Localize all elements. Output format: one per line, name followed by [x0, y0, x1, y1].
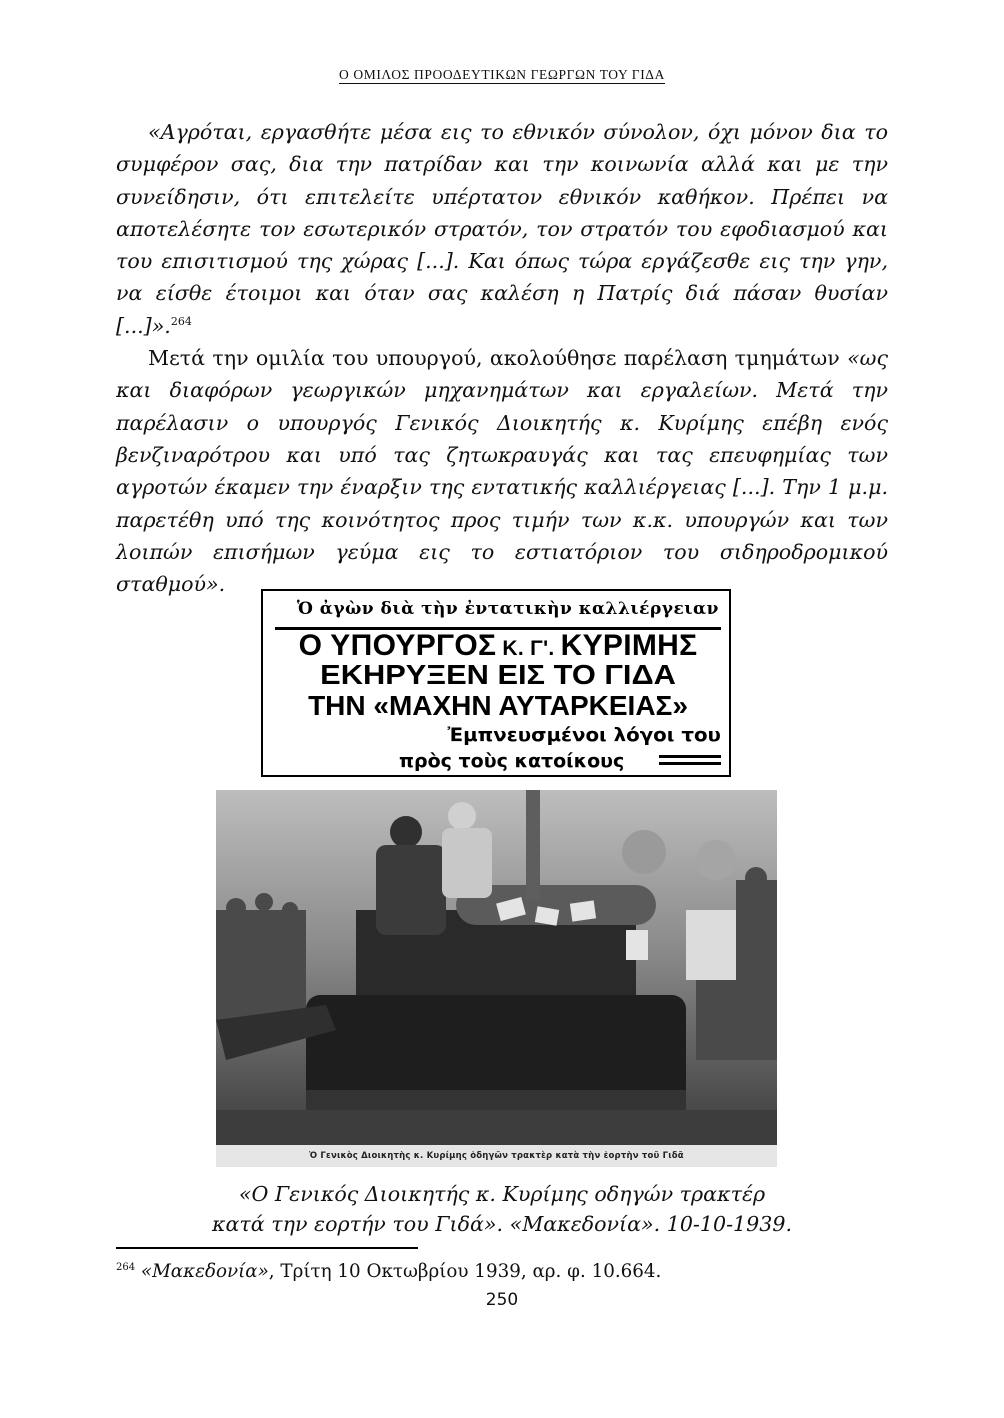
quote-paragraph [116, 116, 888, 342]
quote-text: «Αγρόται, εργασθήτε μέσα εις το εθνικόν σύνολον, όχι μόνον δια το συμφέρον σας, δια την πατρίδαν και την κοινωνία αλλά και με την συνείδησιν, ότι επιτελείτε υπέρτατον εθνικόν καθήκον. Πρέπει να αποτελέσητε τον εσωτερικόν στρατόν, τον στρατόν του εφοδιασμού και του επισιτισμού της χώρας [...]. Και όπως τώρα εργάζεσθε εις την γην, να είσθε έτοιμοι και όταν σας καλέση η Πατρίς διά πάσαν θυσίαν [...]». [116, 120, 888, 338]
clipping-headline-line3: ΤΗΝ «ΜΑΧΗΝ ΑΥΤΑΡΚΕΙΑΣ» [308, 690, 688, 721]
footnote-ref: 264 [170, 314, 192, 328]
archival-photo-tractor [216, 790, 777, 1167]
clipping-dash [659, 755, 721, 758]
narrative-paragraph [116, 342, 888, 600]
footnote-source: «Μακεδονία» [140, 1261, 269, 1282]
figure-caption-line2: κατά την εορτήν του Γιδά». «Μακεδονία». 10-10-1939. [211, 1212, 793, 1236]
footnote-text: , Τρίτη 10 Οκτωβρίου 1939, αρ. φ. 10.664. [268, 1261, 662, 1282]
photo-inline-caption: Ὁ Γενικὸς Διοικητὴς κ. Κυρίμης ὁδηγῶν τρακτὲρ κατὰ τὴν ἑορτὴν τοῦ Γιδᾶ [216, 1145, 777, 1167]
running-header [0, 64, 1004, 83]
headline-minister: Ο ΥΠΟΥΡΓΟΣ [298, 629, 497, 662]
newspaper-headline-clipping [261, 589, 731, 777]
running-title: Ο ΟΜΙΛΟΣ ΠΡΟΟΔΕΥΤΙΚΩΝ ΓΕΩΡΓΩΝ ΤΟΥ ΓΙΔΑ [339, 67, 665, 82]
footnote-separator [116, 1247, 418, 1249]
clipping-headline-line2: ΕΚΗΡΥΞΕΝ ΕΙΣ ΤΟ ΓΙΔΑ [320, 659, 676, 690]
narrative-text: Μετά την ομιλία του υπουργού, ακολούθησε παρέλαση τμημάτων [148, 346, 848, 371]
clipping-dash [659, 762, 721, 765]
figure-caption [116, 1179, 888, 1239]
main-text [116, 116, 888, 600]
headline-name: ΚΥΡΙΜΗΣ [560, 629, 698, 662]
photo-illustration [216, 790, 777, 1145]
clipping-subhead1: Ἐμπνευσμένοι λόγοι του [447, 724, 721, 746]
clipping-subhead2: πρὸς τοὺς κατοίκους [399, 750, 625, 772]
headline-initial: Κ. Γ'. [496, 637, 561, 660]
page-number: 250 [485, 1290, 519, 1310]
footnote-number: 264 [116, 1262, 136, 1273]
figure-caption-line1: «Ο Γενικός Διοικητής κ. Κυρίμης οδηγών τρακτέρ [238, 1182, 766, 1206]
footnote [116, 1261, 661, 1282]
clipping-headline-line1 [263, 629, 731, 663]
clipping-kicker: Ὁ ἀγὼν διὰ τὴν ἐντατικὴν καλλιέργειαν [297, 599, 719, 619]
narrative-quote: «ως και διαφόρων γεωργικών μηχανημάτων και εργαλείων. Μετά την παρέλασιν ο υπουργός Γενικός Διοικητής κ. Κυρίμης επέβη ενός βενζιναρότρου και υπό τας ζητωκραυγάς και τας επευφημίας των αγροτών έκαμεν την έναρξιν της εντατικής καλλιέργειας [...]. Την 1 μ.μ. παρετέθη υπό της κοινότητος προς τιμήν των κ.κ. υπουργών και των λοιπών επισήμων γεύμα εις το εστιατόριον του σιδηροδρομικού σταθμού». [116, 346, 888, 597]
